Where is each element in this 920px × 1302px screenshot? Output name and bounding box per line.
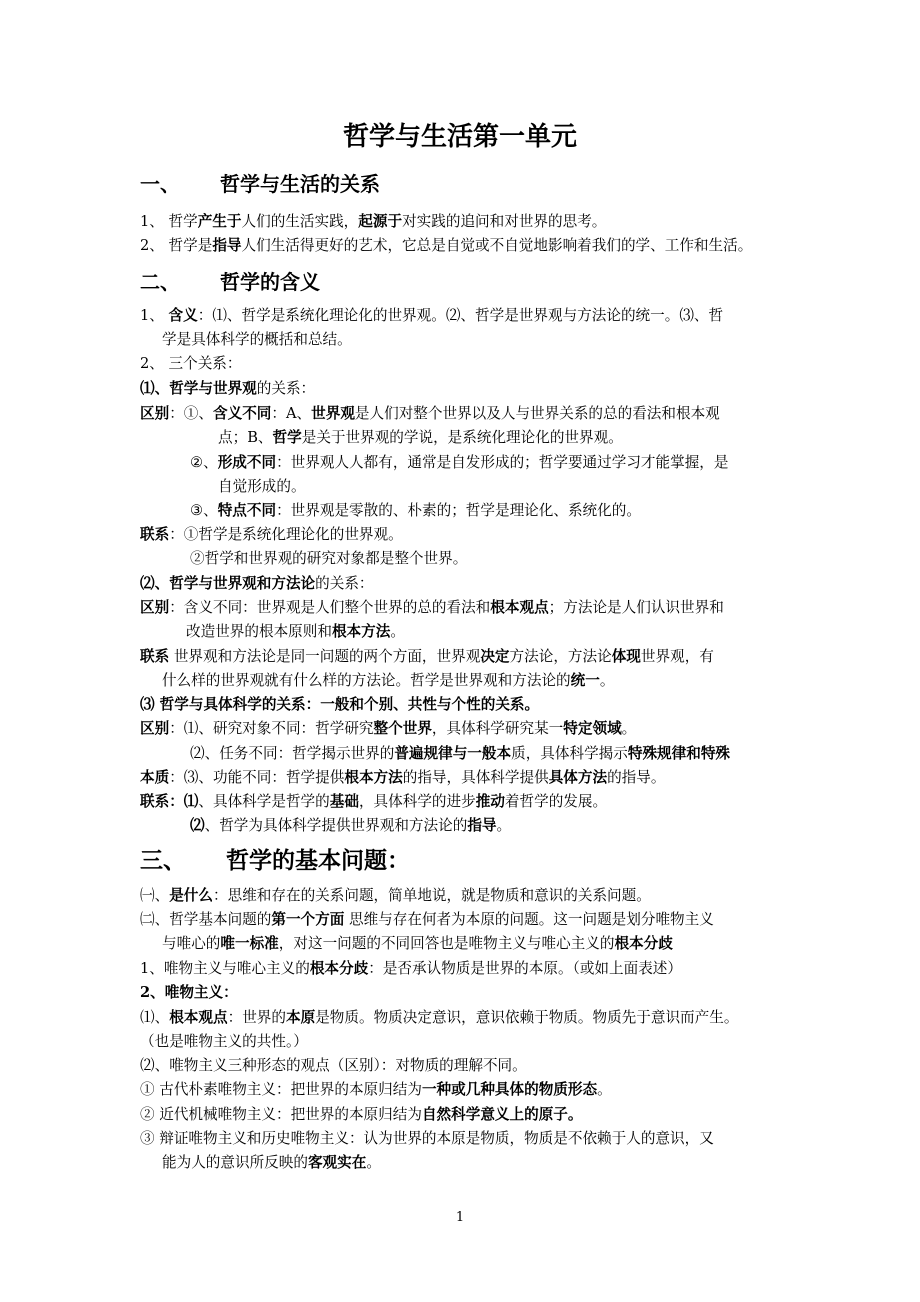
- text-run: 1、 哲学: [140, 213, 198, 230]
- text-line: [140, 306, 723, 326]
- text-run: 2、 三个关系：: [140, 355, 242, 372]
- text-run: ，具体科学的进步: [358, 793, 476, 810]
- text-run: 。: [621, 720, 637, 737]
- section-title: 哲学的含义: [220, 270, 320, 294]
- text-line: [190, 501, 641, 521]
- bold-text: ⑶ 哲学与具体科学的关系：一般和个别、共性与个性的关系。: [140, 696, 540, 713]
- text-run: 。: [599, 672, 615, 689]
- text-line: [140, 574, 374, 594]
- bold-text: 第一个方面: [271, 911, 345, 928]
- text-line: [140, 719, 636, 739]
- text-line: [140, 1056, 527, 1076]
- text-run: 思维与存在何者为本原的问题。这一问题是划分唯物主义: [344, 911, 714, 928]
- text-run: 。: [366, 1154, 381, 1171]
- text-run: ②哲学和世界观的研究对象都是整个世界。: [190, 550, 468, 567]
- text-run: 。: [496, 817, 512, 834]
- bold-text: 根本分歧: [309, 960, 369, 977]
- text-run: ㈠、: [140, 887, 170, 904]
- text-run: ① 古代朴素唯物主义：把世界的本原归结为: [140, 1081, 422, 1098]
- text-run: ：世界的: [227, 1009, 286, 1026]
- text-line: [140, 379, 315, 399]
- bold-text: 起源于: [358, 213, 403, 230]
- text-line: [140, 695, 539, 715]
- text-run: ⑵、任务不同：哲学揭示世界的: [190, 745, 395, 762]
- text-line: [162, 1153, 381, 1173]
- text-line: [140, 910, 714, 930]
- text-line: [140, 768, 665, 788]
- bold-text: 联系: [140, 526, 170, 543]
- text-run: 世界观，有: [640, 648, 714, 665]
- bold-text: 基础: [329, 793, 359, 810]
- text-line: [218, 428, 623, 448]
- text-run: 1、唯物主义与唯心主义的: [140, 960, 310, 977]
- text-run: 是关于世界观的学说，是系统化理论化的世界观。: [301, 429, 623, 446]
- bold-text: 特殊规律和特殊: [627, 745, 731, 762]
- text-run: ：⑶、功能不同：哲学提供: [169, 769, 345, 786]
- text-line: [162, 934, 673, 954]
- text-line: [190, 549, 467, 569]
- text-run: ：⑴、研究对象不同：哲学研究: [169, 720, 374, 737]
- text-run: 是人们对整个世界以及人与世界关系的总的看法和根本观: [354, 405, 720, 422]
- section-heading-1: [140, 170, 380, 198]
- bold-text: 本质: [140, 769, 170, 786]
- text-run: ：世界观是零散的、朴素的；哲学是理论化、系统化的。: [276, 502, 641, 519]
- text-run: ③、: [190, 502, 218, 519]
- text-run: ：含义不同：世界观是人们整个世界的总的看法和: [169, 599, 491, 616]
- bold-text: 形成不同: [217, 454, 277, 471]
- text-line: [218, 477, 306, 497]
- text-run: ；方法论是人们认识世界和: [548, 599, 724, 616]
- bold-text: ⑴、哲学与世界观: [140, 380, 257, 397]
- text-run: 质，具体科学揭示: [511, 745, 628, 762]
- text-run: 是物质。物质决定意识，意识依赖于物质。物质先于意识而产生。: [315, 1009, 739, 1026]
- text-run: 学是具体科学的概括和总结。: [162, 331, 352, 348]
- text-line: [140, 792, 607, 812]
- bold-text: ⑵: [190, 817, 205, 834]
- bold-text: 产生于: [197, 213, 242, 230]
- text-run: 的关系：: [256, 380, 316, 397]
- text-run: ：①哲学是系统化理论化的世界观。: [169, 526, 403, 543]
- bold-text: 普遍规律与一般本: [394, 745, 512, 762]
- text-line: [140, 598, 724, 618]
- section-title: 哲学的基本问题：: [226, 847, 410, 874]
- bold-text: 客观实在: [307, 1154, 367, 1171]
- text-run: 、具体科学是哲学的: [198, 793, 330, 810]
- text-run: ⑴、: [140, 1009, 170, 1026]
- text-run: 改造世界的根本原则和: [186, 623, 332, 640]
- text-line: [186, 622, 405, 642]
- section-heading-3: [140, 846, 410, 876]
- text-run: ：思维和存在的关系问题，简单地说，就是物质和意识的关系问题。: [213, 887, 651, 904]
- bold-text: 是什么: [169, 887, 213, 904]
- text-line: [190, 453, 729, 473]
- text-line: [140, 1032, 308, 1052]
- text-line: [162, 671, 614, 691]
- text-run: 的指导，具体科学提供: [402, 769, 549, 786]
- text-line: [140, 959, 682, 979]
- text-line: [140, 525, 403, 545]
- text-line: [140, 354, 242, 374]
- bold-text: 含义: [168, 307, 198, 324]
- text-run: 世界观和方法论是同一问题的两个方面，世界观: [169, 648, 481, 665]
- section-heading-2: [140, 268, 320, 296]
- text-run: ，具体科学研究某一: [431, 720, 564, 737]
- text-run: 对实践的追问和对世界的思考。: [402, 213, 607, 230]
- bold-text: 根本方法: [344, 769, 403, 786]
- text-run: 自觉形成的。: [218, 478, 306, 495]
- text-run: 什么样的世界观就有什么样的方法论。哲学是世界观和方法论的: [162, 672, 571, 689]
- bold-text: 推动: [475, 793, 505, 810]
- bold-text: 指导: [467, 817, 497, 834]
- text-run: 。: [597, 1081, 612, 1098]
- text-line: [162, 330, 352, 350]
- text-run: 方法论，方法论: [509, 648, 612, 665]
- text-run: ：A、: [271, 405, 312, 422]
- text-line: [140, 983, 238, 1003]
- text-run: 点；B、: [218, 429, 273, 446]
- text-run: ：世界观人人都有，通常是自发形成的；哲学要通过学习才能掌握，是: [276, 454, 729, 471]
- section-number: 二、: [140, 270, 180, 294]
- text-run: ：是否承认物质是世界的本原。（或如上面表述）: [368, 960, 682, 977]
- bold-text: 区别: [140, 720, 170, 737]
- bold-text: 特定领域: [563, 720, 622, 737]
- bold-text: 根本观点: [169, 1009, 228, 1026]
- text-line: [140, 1008, 738, 1028]
- text-run: 着哲学的发展。: [504, 793, 608, 810]
- bold-text: 整个世界: [373, 720, 432, 737]
- text-run: ②、: [190, 454, 218, 471]
- bold-text: 2、唯物主义：: [140, 984, 238, 1001]
- text-run: ⑵、唯物主义三种形态的观点（区别）：对物质的理解不同。: [140, 1057, 527, 1074]
- text-run: 能为人的意识所反映的: [162, 1154, 308, 1171]
- text-line: [190, 816, 511, 836]
- bold-text: 本原: [285, 1009, 316, 1026]
- text-run: （也是唯物主义的共性。）: [140, 1033, 308, 1050]
- text-line: [140, 236, 752, 256]
- bold-text: ⑵、哲学与世界观和方法论: [140, 575, 316, 592]
- text-line: [140, 1129, 714, 1149]
- text-line: [190, 744, 730, 764]
- text-run: ：①、: [169, 405, 213, 422]
- bold-text: 指导: [212, 237, 242, 254]
- bold-text: 区别: [140, 405, 170, 422]
- page-title: 哲学与生活第一单元: [342, 122, 577, 152]
- text-run: 的关系：: [315, 575, 374, 592]
- text-run: ：⑴、哲学是系统化理论化的世界观。⑵、哲学是世界观与方法论的统一。⑶、哲: [197, 307, 724, 324]
- bold-text: 根本方法: [331, 623, 391, 640]
- bold-text: 根本观点: [490, 599, 549, 616]
- text-run: 2、 哲学是: [140, 237, 213, 254]
- text-line: [140, 1080, 612, 1100]
- bold-text: 区别: [140, 599, 170, 616]
- text-run: 人们的生活实践，: [241, 213, 359, 230]
- text-run: 的指导。: [607, 769, 666, 786]
- text-run: 与唯心的: [162, 935, 221, 952]
- text-run: ② 近代机械唯物主义：把世界的本原归结为: [140, 1106, 422, 1123]
- bold-text: 联系：⑴: [140, 793, 199, 810]
- page-number: 1: [455, 1210, 465, 1225]
- text-run: ③ 辩证唯物主义和历史唯物主义：认为世界的本原是物质，物质是不依赖于人的意识，又: [140, 1130, 714, 1147]
- bold-text: 自然科学意义上的原子。: [421, 1106, 583, 1123]
- bold-text: 具体方法: [548, 769, 608, 786]
- bold-text: 根本分歧: [614, 935, 673, 952]
- text-run: ，对这一问题的不同回答也是唯物主义与唯心主义的: [278, 935, 615, 952]
- text-run: 1、: [140, 307, 169, 324]
- text-run: ㈡、哲学基本问题的: [140, 911, 272, 928]
- bold-text: 联系: [140, 648, 170, 665]
- section-title: 哲学与生活的关系: [220, 172, 380, 196]
- text-line: [140, 404, 720, 424]
- bold-text: 含义不同: [213, 405, 272, 422]
- section-number: 三、: [140, 847, 186, 874]
- bold-text: 唯一标准: [220, 935, 279, 952]
- text-run: 、哲学为具体科学提供世界观和方法论的: [204, 817, 468, 834]
- text-line: [140, 1105, 582, 1125]
- text-run: 人们生活得更好的艺术，它总是自觉或不自觉地影响着我们的学、工作和生活。: [241, 237, 753, 254]
- text-line: [140, 647, 714, 667]
- section-number: 一、: [140, 172, 180, 196]
- bold-text: 世界观: [311, 405, 355, 422]
- bold-text: 特点不同: [217, 502, 277, 519]
- bold-text: 哲学: [272, 429, 302, 446]
- bold-text: 一种或几种具体的物质形态: [421, 1081, 598, 1098]
- bold-text: 统一: [570, 672, 600, 689]
- text-line: [140, 886, 651, 906]
- text-run: 。: [390, 623, 405, 640]
- bold-text: 体现: [611, 648, 641, 665]
- text-line: [140, 212, 606, 232]
- bold-text: 决定: [480, 648, 510, 665]
